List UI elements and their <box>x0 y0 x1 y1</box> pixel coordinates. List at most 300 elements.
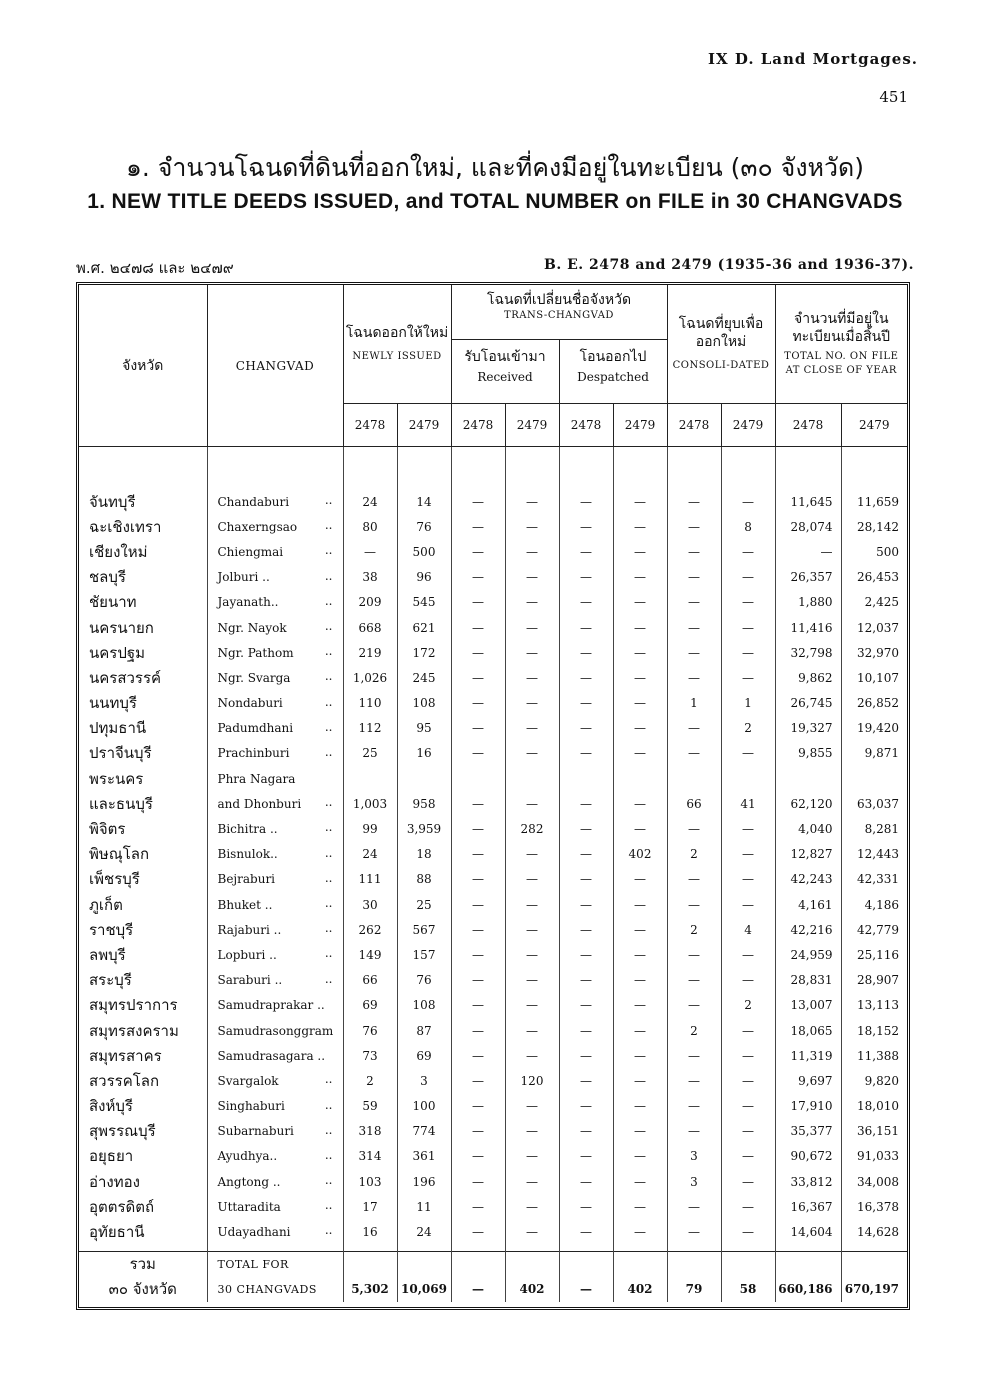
cell-n1: 149 <box>343 942 397 967</box>
table-row <box>79 968 907 993</box>
cell-n1: 2 <box>343 1068 397 1093</box>
cell-n1: 24 <box>343 842 397 867</box>
cell-r1: — <box>451 1018 505 1043</box>
province-english: Jolburi .. .. <box>207 565 343 590</box>
cell-r2 <box>505 766 559 791</box>
cell-t2: 34,008 <box>857 1174 900 1189</box>
province-thai: อยุธยา <box>79 1144 207 1169</box>
cell-d2: — <box>613 539 667 564</box>
cell-r1: — <box>451 842 505 867</box>
cell-r1: — <box>451 1194 505 1219</box>
cell-t2: 26,852 <box>857 696 900 711</box>
cell-c2: — <box>721 968 775 993</box>
cell-n1: 80 <box>343 514 397 539</box>
cell-d2 <box>613 766 667 791</box>
cell-c1: 1 <box>667 691 721 716</box>
province-thai: ลพบุรี <box>79 942 207 967</box>
cell-r2: — <box>505 615 559 640</box>
cell-n1: 668 <box>343 615 397 640</box>
province-english: Rajaburi .. .. <box>207 917 343 942</box>
cell-d2: — <box>613 615 667 640</box>
cell-d1: — <box>559 1144 613 1169</box>
cell-r2: — <box>505 489 559 514</box>
cell-n2: 14 <box>397 489 451 514</box>
table-row <box>79 640 907 665</box>
province-english: Samudrasonggram <box>207 1018 343 1043</box>
cell-n2: 157 <box>397 942 451 967</box>
table-row <box>79 867 907 892</box>
cell-t2: 9,871 <box>864 746 900 761</box>
year-header: 2479 <box>505 404 559 447</box>
cell-t1: — <box>775 539 841 564</box>
cell-d1: — <box>559 691 613 716</box>
cell-c2: — <box>721 942 775 967</box>
province-thai: นครสวรรค์ <box>79 665 207 690</box>
province-english: Ayudhya.. .. <box>207 1144 343 1169</box>
province-thai: ชลบุรี <box>79 565 207 590</box>
cell-t2: 18,152 <box>857 1023 900 1038</box>
province-english: Bejraburi .. <box>207 867 343 892</box>
cell-d1: — <box>559 665 613 690</box>
cell-t2: 91,033 <box>857 1149 900 1164</box>
table-row <box>79 539 907 564</box>
cell-d2: — <box>613 1194 667 1219</box>
cell-t1: 42,243 <box>775 867 841 892</box>
cell-t2: 42,779 <box>857 922 900 937</box>
cell-c1: — <box>667 590 721 615</box>
cell-d1: — <box>559 816 613 841</box>
total-row <box>79 1251 907 1302</box>
cell-t2: 28,142 <box>857 519 900 534</box>
cell-r2: — <box>505 1094 559 1119</box>
cell-d2: — <box>613 1018 667 1043</box>
table-row <box>79 590 907 615</box>
cell-r1: — <box>451 665 505 690</box>
cell-t2: 19,420 <box>857 721 900 736</box>
cell-r2: — <box>505 716 559 741</box>
cell-n1: 103 <box>343 1169 397 1194</box>
province-thai: นครปฐม <box>79 640 207 665</box>
cell-t2: 8,281 <box>864 822 900 837</box>
cell-t2: 16,378 <box>857 1199 900 1214</box>
cell-r2: 120 <box>505 1068 559 1093</box>
province-thai: พิจิตร <box>79 816 207 841</box>
table-row <box>79 917 907 942</box>
table-row <box>79 791 907 816</box>
table-row <box>79 1068 907 1093</box>
cell-r2: — <box>505 1043 559 1068</box>
cell-c1: — <box>667 1043 721 1068</box>
cell-c1: 3 <box>667 1144 721 1169</box>
table-title-thai: ๑. จำนวนโฉนดที่ดินที่ออกใหม่, และที่คงมีอยู่ในทะเบียน (๓๐ จังหวัด) <box>125 153 865 182</box>
cell-r2: — <box>505 917 559 942</box>
cell-d2: — <box>613 1219 667 1244</box>
cell-d1: — <box>559 942 613 967</box>
cell-d2: — <box>613 1043 667 1068</box>
province-english: Subarnaburi .. <box>207 1119 343 1144</box>
cell-r1: — <box>451 867 505 892</box>
year-header: 2479 <box>397 404 451 447</box>
cell-c1: — <box>667 615 721 640</box>
cell-r1: — <box>451 791 505 816</box>
province-thai: เชียงใหม่ <box>79 539 207 564</box>
province-english: Udayadhani .. <box>207 1219 343 1244</box>
cell-r2: — <box>505 968 559 993</box>
province-thai: สมุทรสาคร <box>79 1043 207 1068</box>
cell-t1: 9,697 <box>775 1068 841 1093</box>
province-thai: สระบุรี <box>79 968 207 993</box>
cell-r1: — <box>451 816 505 841</box>
era-thai: พ.ศ. ๒๔๗๘ และ ๒๔๗๙ <box>76 259 234 277</box>
province-thai: ภูเก็ต <box>79 892 207 917</box>
cell-d2: — <box>613 1068 667 1093</box>
table-row <box>79 1194 907 1219</box>
cell-r2: — <box>505 1194 559 1219</box>
cell-c2: — <box>721 1219 775 1244</box>
total-r2: 402 <box>505 1251 559 1302</box>
province-thai: นนทบุรี <box>79 691 207 716</box>
cell-c1: — <box>667 1068 721 1093</box>
cell-r1: — <box>451 1068 505 1093</box>
cell-c2: — <box>721 816 775 841</box>
cell-r1: — <box>451 590 505 615</box>
province-english: and Dhonburi .. <box>207 791 343 816</box>
year-header: 2478 <box>451 404 505 447</box>
cell-n2: 100 <box>397 1094 451 1119</box>
cell-t1: 32,798 <box>775 640 841 665</box>
cell-c2: — <box>721 1094 775 1119</box>
cell-c1: — <box>667 968 721 993</box>
cell-r2: — <box>505 867 559 892</box>
province-thai: นครนายก <box>79 615 207 640</box>
cell-t1: 13,007 <box>775 993 841 1018</box>
running-header: IX D. Land Mortgages. <box>707 50 918 68</box>
cell-t1: 9,855 <box>775 741 841 766</box>
data-table-frame <box>76 282 910 1310</box>
cell-c2: 8 <box>721 514 775 539</box>
cell-r1: — <box>451 1219 505 1244</box>
col-header-trans-changvad: โฉนดที่เปลี่ยนชื่อจังหวัด TRANS-CHANGVAD รับโอนเข้ามา Received โอนออกไป Despatched <box>451 285 667 404</box>
province-thai: สมุทรปราการ <box>79 993 207 1018</box>
province-english: Chandaburi .. <box>207 489 343 514</box>
cell-c1: — <box>667 993 721 1018</box>
cell-n1: 209 <box>343 590 397 615</box>
cell-n2: 172 <box>397 640 451 665</box>
cell-d2: — <box>613 917 667 942</box>
province-english: Nondaburi .. <box>207 691 343 716</box>
province-thai: สุพรรณบุรี <box>79 1119 207 1144</box>
cell-d1: — <box>559 1018 613 1043</box>
cell-d1: — <box>559 892 613 917</box>
total-n1: 5,302 <box>343 1251 397 1302</box>
cell-n2: 958 <box>397 791 451 816</box>
cell-c1: — <box>667 867 721 892</box>
year-header: 2479 <box>841 404 907 447</box>
cell-n1 <box>343 766 397 791</box>
cell-c2: — <box>721 640 775 665</box>
col-header-province-thai: จังหวัด <box>79 285 207 447</box>
table-row <box>79 514 907 539</box>
table-row <box>79 665 907 690</box>
cell-n1: 1,003 <box>343 791 397 816</box>
cell-d2: — <box>613 665 667 690</box>
cell-t1: 1,880 <box>775 590 841 615</box>
cell-c1: — <box>667 514 721 539</box>
cell-t2: 500 <box>876 544 900 559</box>
cell-r1: — <box>451 489 505 514</box>
cell-c2: 2 <box>721 716 775 741</box>
cell-t1: 24,959 <box>775 942 841 967</box>
total-d1: — <box>559 1251 613 1302</box>
cell-r2: — <box>505 1119 559 1144</box>
cell-n1: 219 <box>343 640 397 665</box>
cell-d1: — <box>559 590 613 615</box>
cell-t1: 19,327 <box>775 716 841 741</box>
cell-r1: — <box>451 917 505 942</box>
cell-d2: — <box>613 1144 667 1169</box>
cell-c2: — <box>721 867 775 892</box>
cell-r1: — <box>451 539 505 564</box>
table-row <box>79 892 907 917</box>
cell-t2: 4,186 <box>864 897 900 912</box>
cell-d2: — <box>613 514 667 539</box>
province-english: Saraburi .. .. <box>207 968 343 993</box>
cell-d1: — <box>559 1043 613 1068</box>
province-thai: ปราจีนบุรี <box>79 741 207 766</box>
cell-n1: 16 <box>343 1219 397 1244</box>
province-thai: พระนคร <box>79 766 207 791</box>
province-english: Padumdhani .. <box>207 716 343 741</box>
cell-n2: 196 <box>397 1169 451 1194</box>
cell-n2: 108 <box>397 993 451 1018</box>
cell-c1 <box>667 766 721 791</box>
table-row <box>79 1219 907 1244</box>
cell-t2: 18,010 <box>857 1099 900 1114</box>
cell-c2 <box>721 766 775 791</box>
cell-d1: — <box>559 917 613 942</box>
table-row <box>79 565 907 590</box>
cell-c1: — <box>667 489 721 514</box>
province-english: Bichitra .. .. <box>207 816 343 841</box>
cell-r1: — <box>451 942 505 967</box>
cell-n1: 24 <box>343 489 397 514</box>
cell-n1: 73 <box>343 1043 397 1068</box>
cell-r2: — <box>505 1219 559 1244</box>
cell-t1: 26,745 <box>775 691 841 716</box>
cell-r1: — <box>451 1094 505 1119</box>
col-header-despatched: โอนออกไป Despatched <box>577 349 649 384</box>
cell-c2: 1 <box>721 691 775 716</box>
cell-r2: — <box>505 640 559 665</box>
cell-n2: 621 <box>397 615 451 640</box>
cell-t1: 26,357 <box>775 565 841 590</box>
cell-t2: 12,443 <box>857 847 900 862</box>
cell-t1: 42,216 <box>775 917 841 942</box>
province-thai: สมุทรสงคราม <box>79 1018 207 1043</box>
year-header: 2479 <box>613 404 667 447</box>
cell-n2: 16 <box>397 741 451 766</box>
cell-d1: — <box>559 615 613 640</box>
total-t1: 660,186 <box>775 1251 841 1302</box>
cell-d2: — <box>613 993 667 1018</box>
cell-t2: 13,113 <box>857 998 900 1013</box>
cell-r1: — <box>451 1119 505 1144</box>
cell-n2: 108 <box>397 691 451 716</box>
cell-r1: — <box>451 1144 505 1169</box>
cell-c2: — <box>721 1043 775 1068</box>
cell-d1: — <box>559 489 613 514</box>
cell-d2: — <box>613 741 667 766</box>
cell-n2: 11 <box>397 1194 451 1219</box>
province-english: Angtong .. .. <box>207 1169 343 1194</box>
cell-t2: 11,388 <box>857 1048 900 1063</box>
table-row <box>79 816 907 841</box>
cell-c2: — <box>721 741 775 766</box>
cell-d1: — <box>559 1194 613 1219</box>
cell-n2: 96 <box>397 565 451 590</box>
cell-t1: 11,645 <box>775 489 841 514</box>
cell-d2: 402 <box>613 842 667 867</box>
cell-t1: 28,831 <box>775 968 841 993</box>
cell-c1: — <box>667 1219 721 1244</box>
cell-n1: 99 <box>343 816 397 841</box>
cell-r1: — <box>451 615 505 640</box>
table-row <box>79 1094 907 1119</box>
cell-n1: 314 <box>343 1144 397 1169</box>
cell-n2: 3,959 <box>397 816 451 841</box>
cell-c2: — <box>721 1018 775 1043</box>
cell-t2: 2,425 <box>864 595 900 610</box>
cell-c2: — <box>721 615 775 640</box>
cell-d2: — <box>613 590 667 615</box>
year-header: 2478 <box>667 404 721 447</box>
table-row <box>79 741 907 766</box>
cell-d1: — <box>559 1119 613 1144</box>
province-english: Jayanath.. .. <box>207 590 343 615</box>
table-row <box>79 489 907 514</box>
cell-r2: — <box>505 993 559 1018</box>
cell-c1: 2 <box>667 917 721 942</box>
year-header: 2478 <box>775 404 841 447</box>
province-english: Bhuket .. .. <box>207 892 343 917</box>
cell-t2: 25,116 <box>857 947 900 962</box>
total-t2: 670,197 <box>841 1251 907 1302</box>
cell-d1: — <box>559 640 613 665</box>
province-thai: ชัยนาท <box>79 590 207 615</box>
table-row <box>79 1119 907 1144</box>
table-row <box>79 691 907 716</box>
cell-c1: — <box>667 640 721 665</box>
province-english: Ngr. Svarga .. <box>207 665 343 690</box>
cell-d1: — <box>559 842 613 867</box>
cell-c1: 2 <box>667 1018 721 1043</box>
cell-c1: — <box>667 716 721 741</box>
cell-c1: — <box>667 892 721 917</box>
cell-r2: 282 <box>505 816 559 841</box>
cell-r1: — <box>451 716 505 741</box>
col-header-total-on-file: จำนวนที่มีอยู่ในทะเบียนเมื่อสิ้นปี TOTAL NO. ON FILE AT CLOSE OF YEAR <box>775 285 907 404</box>
province-english: Samudrasagara .. <box>207 1043 343 1068</box>
cell-r1: — <box>451 1043 505 1068</box>
cell-r1: — <box>451 691 505 716</box>
cell-c1: 3 <box>667 1169 721 1194</box>
cell-n1: 110 <box>343 691 397 716</box>
cell-t1: 4,040 <box>775 816 841 841</box>
cell-r2: — <box>505 590 559 615</box>
cell-c1: — <box>667 539 721 564</box>
cell-r2: — <box>505 842 559 867</box>
cell-t1: 28,074 <box>775 514 841 539</box>
cell-d2: — <box>613 1094 667 1119</box>
cell-d2: — <box>613 1169 667 1194</box>
cell-t1: 14,604 <box>775 1219 841 1244</box>
cell-n1: 25 <box>343 741 397 766</box>
cell-d1: — <box>559 993 613 1018</box>
cell-c1: 66 <box>667 791 721 816</box>
table-row <box>79 716 907 741</box>
cell-r1: — <box>451 993 505 1018</box>
cell-c2: — <box>721 539 775 564</box>
province-english: Ngr. Pathom .. <box>207 640 343 665</box>
cell-c2: — <box>721 892 775 917</box>
total-n2: 10,069 <box>397 1251 451 1302</box>
province-english: Prachinburi .. <box>207 741 343 766</box>
table-row <box>79 942 907 967</box>
table-row <box>79 1043 907 1068</box>
cell-n2: 245 <box>397 665 451 690</box>
cell-t1: 16,367 <box>775 1194 841 1219</box>
cell-c2: 4 <box>721 917 775 942</box>
table-row <box>79 1018 907 1043</box>
cell-n1: 111 <box>343 867 397 892</box>
province-thai: ปทุมธานี <box>79 716 207 741</box>
col-header-newly-issued: โฉนดออกให้ใหม่ NEWLY ISSUED <box>343 285 451 404</box>
cell-d1: — <box>559 565 613 590</box>
cell-n2: 88 <box>397 867 451 892</box>
province-english: Ngr. Nayok .. <box>207 615 343 640</box>
table-row <box>79 842 907 867</box>
cell-n2: 95 <box>397 716 451 741</box>
cell-d2: — <box>613 892 667 917</box>
cell-d2: — <box>613 942 667 967</box>
cell-n1: 69 <box>343 993 397 1018</box>
cell-c1: — <box>667 741 721 766</box>
cell-d1: — <box>559 791 613 816</box>
cell-t2: 12,037 <box>857 620 900 635</box>
cell-n2: 76 <box>397 514 451 539</box>
cell-t1: 35,377 <box>775 1119 841 1144</box>
cell-n1: 30 <box>343 892 397 917</box>
province-english: Bisnulok.. .. <box>207 842 343 867</box>
province-english: Uttaradita .. <box>207 1194 343 1219</box>
cell-c2: — <box>721 590 775 615</box>
cell-t1: 17,910 <box>775 1094 841 1119</box>
cell-r1: — <box>451 741 505 766</box>
cell-n1: 318 <box>343 1119 397 1144</box>
year-header: 2479 <box>721 404 775 447</box>
cell-n1: 59 <box>343 1094 397 1119</box>
cell-n1: 66 <box>343 968 397 993</box>
province-english: Samudraprakar .. <box>207 993 343 1018</box>
cell-r1: — <box>451 1169 505 1194</box>
cell-n2: 774 <box>397 1119 451 1144</box>
cell-c1: — <box>667 816 721 841</box>
cell-r2: — <box>505 565 559 590</box>
cell-t2: 26,453 <box>857 570 900 585</box>
cell-c2: — <box>721 842 775 867</box>
cell-r2: — <box>505 791 559 816</box>
province-thai: ฉะเชิงเทรา <box>79 514 207 539</box>
